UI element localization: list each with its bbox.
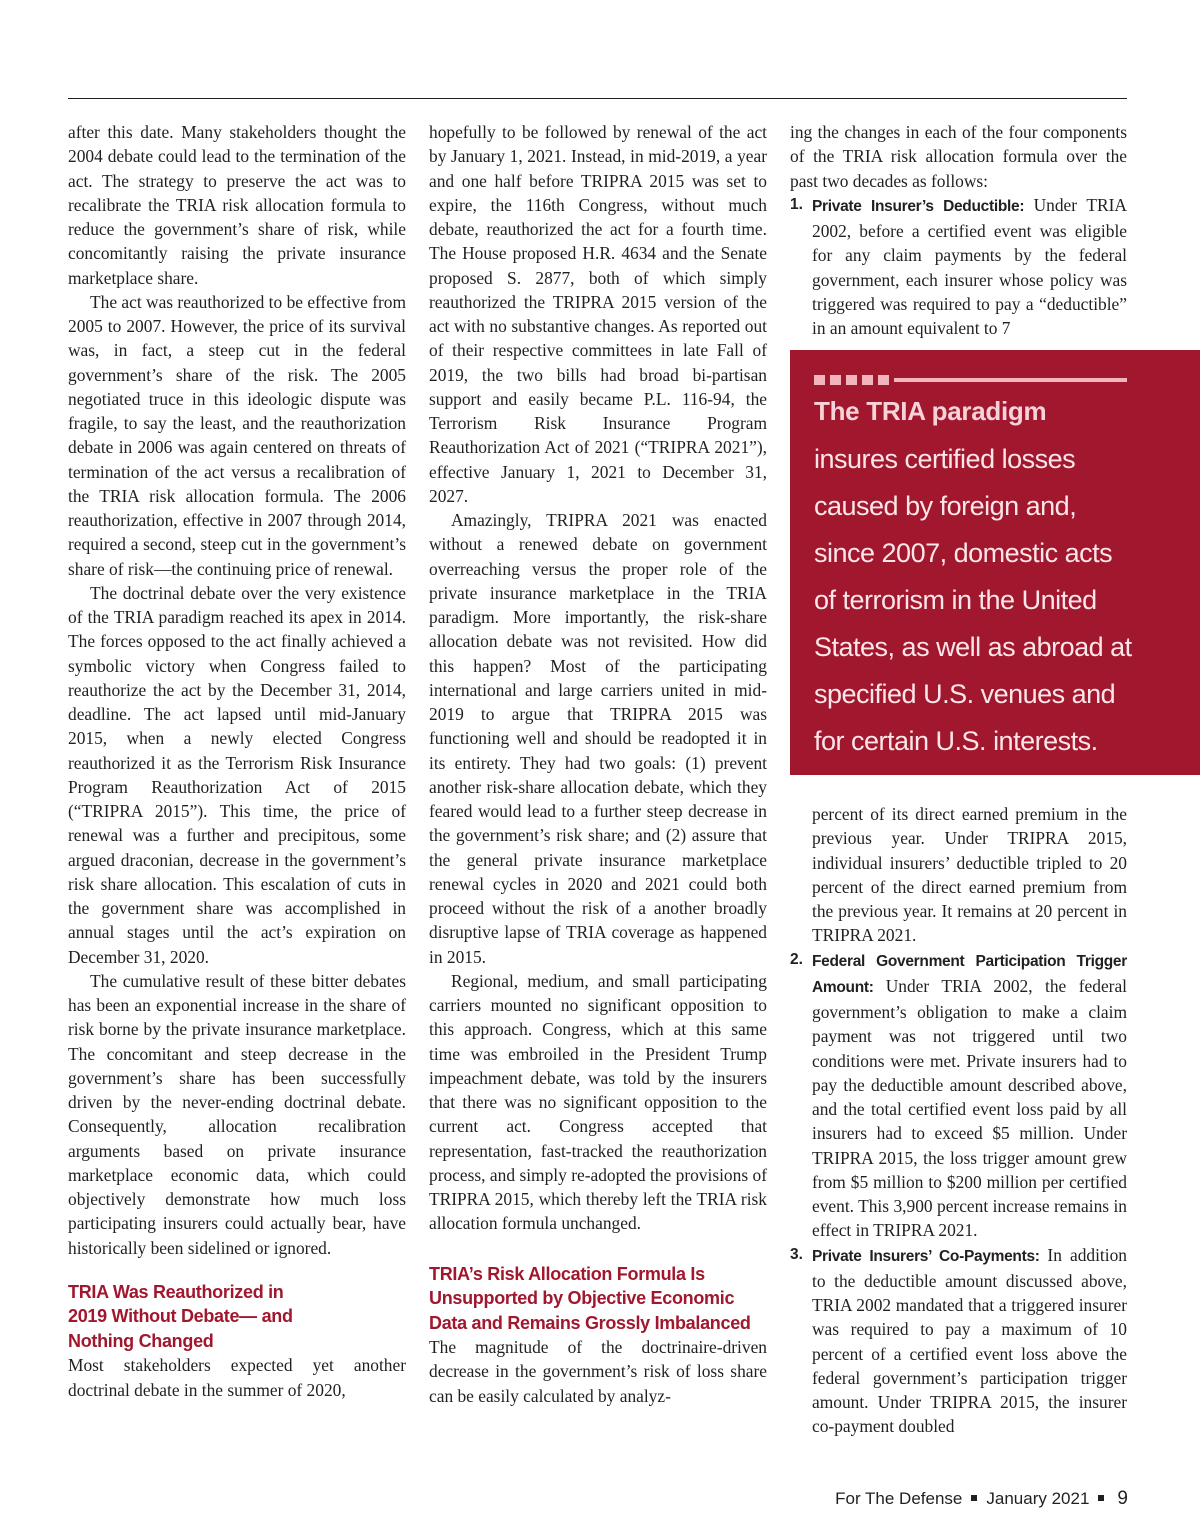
paragraph: Regional, medium, and small participating carriers mounted no significant opposition to this approach. Congress, which at this same time was embroiled in the President Trump impeachment debate, was told by the insurers that there was no significant opposition to the current act. Congress accepted that representation, fast-tracked the reauthorization process, and simply re-adopted the provisions of TRIPRA 2015, which thereby left the TRIA risk allocation formula unchanged. bbox=[429, 970, 767, 1234]
paragraph: hopefully to be followed by renewal of the act by January 1, 2021. Instead, in mid-2019, a year and one half before TRIPRA 2015 was set to expire, the 116th Congress, without much debate, reauthorized the act for a fourth time. The House proposed H.R. 4634 and the Senate proposed S. 2877, both of which simply reauthorized the TRIPRA 2015 version of the act with no substantive changes. As reported out of their respective committees in late Fall of 2019, the two bills had broad bi-partisan support and easily became P.L. 116-94, the Terrorism Risk Insurance Program Reauthorization Act of 2021 (“TRIPRA 2021”), effective January 1, 2021 to December 31, 2027. bbox=[429, 122, 767, 506]
paragraph: The doctrinal debate over the very existence of the TRIA paradigm reached its apex in 2014. The forces opposed to the act finally achieved a symbolic victory when Congress failed to reauthorize the act by the December 31, 2014, deadline. The act lapsed until mid-January 2015, when a newly elected Congress reauthorized it as the Terrorism Risk Insurance Program Reauthorization Act of 2015 (“TRIPRA 2015”). This time, the price of renewal was a further and precipitous, some argued draconian, decrease in the government’s risk share allocation. This escalation of cuts in the government share was accomplished in annual stages until the act’s expiration on December 31, 2020. bbox=[68, 582, 406, 967]
decorative-squares bbox=[814, 375, 1127, 385]
paragraph: after this date. Many stakeholders thought the 2004 debate could lead to the termination of the act. The strategy to preserve the act was to recalibrate the TRIA risk allocation formula to reduce the government’s share of risk, while concomitantly raising the private insurance marketplace share. bbox=[68, 122, 406, 288]
column-1 bbox=[68, 120, 406, 1402]
paragraph: The act was reauthorized to be effective from 2005 to 2007. However, the price of its survival was, in fact, a steep cut in the federal government’s share of the risk. The 2005 negotiated truce in this ideologic dispute was fragile, to say the least, and the reauthorization debate in 2006 was again centered on threats of termination of the act versus a recalibration of the TRIA risk allocation formula. The 2006 reauthorization, effective in 2007 through 2014, required a second, steep cut in the government’s share of risk—the continuing price of renewal. bbox=[68, 291, 406, 579]
list-item bbox=[790, 948, 1127, 1243]
list-term: Private Insurer’s Deductible: bbox=[812, 197, 1034, 215]
top-rule bbox=[68, 98, 1127, 99]
pull-quote-line: States, as well as abroad at bbox=[814, 632, 1132, 662]
column-3-top bbox=[790, 120, 1127, 340]
list-text: In addition to the deductible amount discussed above, TRIA 2002 mandated that a triggered insurer was required to pay a maximum of 10 percent of a certified event loss above the federal government’s participation trigger amount. Under TRIPRA 2015, the insurer co-payment doubled bbox=[812, 1244, 1127, 1437]
page-footer bbox=[835, 1488, 1128, 1510]
pull-quote-line: for certain U.S. interests. bbox=[814, 726, 1098, 756]
pull-quote-body bbox=[814, 436, 1174, 765]
pull-quote-line: since 2007, domestic acts bbox=[814, 538, 1113, 568]
paragraph: Most stakeholders expected yet another doctrinal debate in the summer of 2020, bbox=[68, 1355, 406, 1400]
list-item bbox=[790, 193, 1127, 341]
pull-quote-line: insures certified losses bbox=[814, 444, 1076, 474]
pull-quote-line: caused by foreign and, bbox=[814, 491, 1077, 521]
numbered-list bbox=[790, 193, 1127, 341]
numbered-list bbox=[790, 948, 1127, 1439]
issue-date: January 2021 bbox=[986, 1489, 1090, 1508]
pull-quote-title: The TRIA paradigm bbox=[814, 396, 1047, 426]
list-term: Federal Government Participation Trigger Amount: bbox=[812, 952, 1127, 996]
column-3-bottom bbox=[790, 802, 1127, 1439]
paragraph: The magnitude of the doctrinaire-driven decrease in the government’s risk of loss share can be easily calculated by analyz- bbox=[429, 1337, 767, 1406]
list-term: Private Insurers’ Co-Payments: bbox=[812, 1247, 1048, 1265]
section-heading: TRIA Was Reauthorized in 2019 Without Debate— and Nothing Changed bbox=[68, 1281, 293, 1351]
separator-bullet bbox=[971, 1495, 977, 1501]
list-number: 1. bbox=[790, 195, 803, 213]
list-item bbox=[790, 1243, 1127, 1439]
list-number: 2. bbox=[790, 950, 803, 968]
section-heading: TRIA’s Risk Allocation Formula Is Unsupported by Objective Economic Data and Remains Grossly Imbalanced bbox=[429, 1263, 751, 1333]
paragraph: ing the changes in each of the four components of the TRIA risk allocation formula over the past two decades as follows: bbox=[790, 122, 1127, 191]
pull-quote-line: of terrorism in the United bbox=[814, 585, 1097, 615]
list-number: 3. bbox=[790, 1245, 803, 1263]
paragraph: The cumulative result of these bitter debates has been an exponential increase in the share of risk borne by the private insurance marketplace. The concomitant and steep decrease in the government’s share has been successfully driven by the never-ending doctrinal debate. Consequently, allocation recalibration arguments based on private insurance marketplace economic data, which could objectively demonstrate how much loss participating insurers could actually bear, have historically been sidelined or ignored. bbox=[68, 970, 406, 1258]
page-number: 9 bbox=[1117, 1488, 1128, 1509]
paragraph: Amazingly, TRIPRA 2021 was enacted without a renewed debate on government overreaching versus the proper role of the private insurance marketplace in the TRIA paradigm. More importantly, the risk-share allocation debate was not revisited. How did this happen? Most of the participating international and large carriers united in mid-2019 to argue that TRIPRA 2015 was functioning well and should be readopted it in its entirety. They had two goals: (1) prevent another risk-share allocation debate, which they feared would lead to a further steep decrease in the government’s risk share; and (2) assure that the general private insurance marketplace renewal cycles in 2020 and 2021 could both proceed without the risk of a another broadly disruptive lapse of TRIA coverage as happened in 2015. bbox=[429, 510, 767, 967]
column-2 bbox=[429, 120, 767, 1408]
list-text: Under TRIA 2002, the federal government’s obligation to make a claim payment was not triggered until two conditions were met. Private insurers had to pay the deductible amount described above, and the total certified event loss paid by all insurers had to exceed $5 million. Under TRIPRA 2015, the loss trigger amount grew from $5 million to $200 million per certified event. This 3,900 percent increase remains in effect in TRIPRA 2021. bbox=[812, 975, 1127, 1241]
list-item-continuation: percent of its direct earned premium in the previous year. Under TRIPRA 2015, individual insurers’ deductible tripled to 20 percent of the direct earned premium from the previous year. It remains at 20 percent in TRIPRA 2021. bbox=[812, 804, 1127, 946]
pull-quote bbox=[790, 350, 1200, 775]
list-text: Under TRIA 2002, before a certified event was eligible for any claim payments by the federal government, each insurer whose policy was triggered was required to pay a “deductible” in an amount equivalent to 7 bbox=[812, 194, 1127, 338]
pull-quote-line: specified U.S. venues and bbox=[814, 679, 1116, 709]
publication-name: For The Defense bbox=[835, 1489, 963, 1508]
separator-bullet bbox=[1098, 1495, 1104, 1501]
